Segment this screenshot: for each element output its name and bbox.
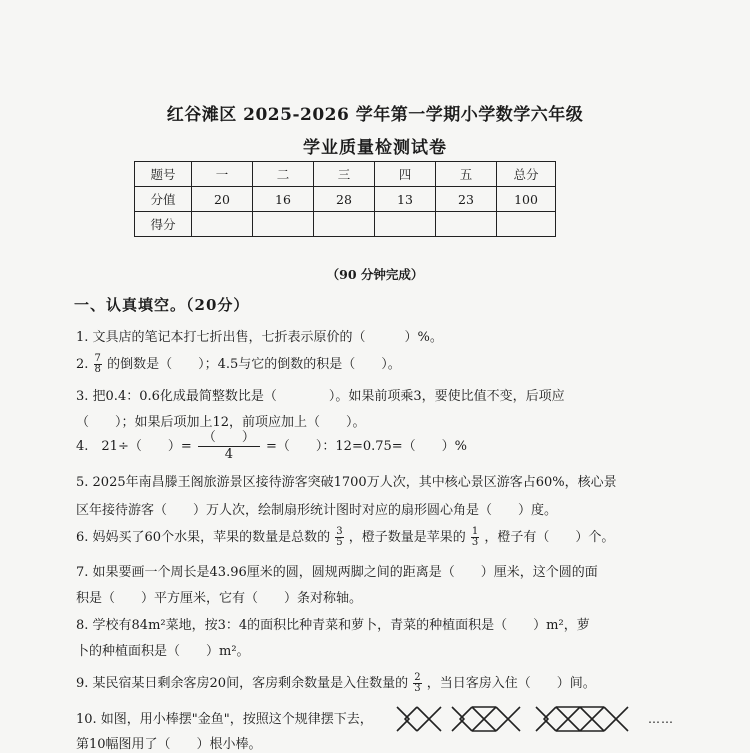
- question-1: 1. 文具店的笔记本打七折出售，七折表示原价的（ ）%。: [76, 330, 443, 345]
- q6-fraction-1: [335, 527, 343, 548]
- table-cell: 分值: [135, 187, 192, 212]
- exam-subtitle: 学业质量检测试卷: [303, 138, 447, 158]
- table-cell: 四: [375, 162, 436, 187]
- fraction-denominator: 4: [224, 447, 234, 462]
- fraction-denominator: 3: [471, 537, 479, 548]
- q6-part1: 6. 妈妈买了60个水果，苹果的数量是总数的: [76, 530, 331, 545]
- table-cell: 总分: [497, 162, 556, 187]
- q6-part2: ，橙子数量是苹果的: [348, 530, 466, 545]
- q4-part2: =（ ）：12=0.75=（ ）%: [266, 439, 468, 454]
- continuation-dots: ……: [648, 712, 674, 726]
- time-note: （90 分钟完成）: [326, 267, 424, 282]
- question-7-line-2: 积是（ ）平方厘米，它有（ ）条对称轴。: [76, 591, 363, 606]
- exam-title: 红谷滩区 2025-2026 学年第一学期小学数学六年级: [166, 105, 584, 125]
- goldfish-figure-1-icon: [395, 703, 443, 737]
- table-cell: 20: [192, 187, 253, 212]
- question-4: [76, 430, 467, 463]
- q9-part2: ，当日客房入住（ ）间。: [426, 676, 596, 691]
- question-5-line-2: 区年接待游客（ ）万人次，绘制扇形统计图时对应的扇形圆心角是（ ）度。: [76, 503, 558, 518]
- table-cell: 28: [314, 187, 375, 212]
- q2-text: 的倒数是（ ）；4.5与它的倒数的积是（ ）。: [107, 357, 401, 372]
- question-6: [76, 526, 614, 548]
- table-cell: 100: [497, 187, 556, 212]
- fraction-numerator: 1: [471, 526, 479, 537]
- q4-part1: 4. 21÷（ ）=: [76, 439, 192, 454]
- fraction-denominator: 5: [336, 537, 343, 548]
- score-input-cell[interactable]: [253, 212, 314, 237]
- score-input-cell[interactable]: [192, 212, 253, 237]
- score-table-score-row: [135, 212, 556, 237]
- question-5-line-1: 5. 2025年南昌滕王阁旅游景区接待游客突破1700万人次，其中核心景区游客占60%，核心景: [76, 475, 617, 490]
- question-8-line-1: 8. 学校有84m²菜地，按3：4的面积比种青菜和萝卜，青菜的种植面积是（ ）m²，萝: [76, 618, 590, 633]
- q4-fraction: [198, 430, 260, 463]
- question-8-line-2: 卜的种植面积是（ ）m²。: [76, 644, 250, 659]
- section-title: 一、认真填空。（20分）: [74, 296, 250, 314]
- question-3-line-2: （ ）；如果后项加上12，前项应加上（ ）。: [76, 415, 366, 430]
- fraction-numerator: 3: [336, 526, 343, 537]
- q2-prefix: 2.: [76, 357, 89, 372]
- question-9: [76, 672, 596, 694]
- question-7-line-1: 7. 如果要画一个周长是43.96厘米的圆，圆规两脚之间的距离是（ ）厘米，这个圆的面: [76, 565, 598, 580]
- q6-fraction-2: [471, 527, 479, 548]
- question-3-line-1: 3. 把0.4：0.6化成最简整数比是（ ）。如果前项乘3，要使比值不变，后项应: [76, 389, 565, 404]
- score-table-points-row: [135, 187, 556, 212]
- table-cell: 得分: [135, 212, 192, 237]
- table-cell: 二: [253, 162, 314, 187]
- fraction-numerator: （ ）: [198, 430, 260, 447]
- score-input-cell[interactable]: [375, 212, 436, 237]
- fraction-numerator: 7: [94, 353, 101, 364]
- q2-fraction: [94, 354, 102, 375]
- fraction-denominator: 3: [414, 683, 421, 694]
- table-cell: 16: [253, 187, 314, 212]
- question-2: [76, 353, 401, 375]
- q9-part1: 9. 某民宿某日剩余客房20间，客房剩余数量是入住数量的: [76, 676, 409, 691]
- score-table: [134, 161, 556, 237]
- score-table-header-row: [135, 162, 556, 187]
- goldfish-figure-3-icon: [534, 703, 630, 737]
- goldfish-figure-2-icon: [450, 703, 522, 737]
- q6-part3: ，橙子有（ ）个。: [484, 530, 615, 545]
- table-cell: 三: [314, 162, 375, 187]
- table-cell: 13: [375, 187, 436, 212]
- table-cell: 一: [192, 162, 253, 187]
- table-cell: 题号: [135, 162, 192, 187]
- score-input-cell[interactable]: [497, 212, 556, 237]
- q9-fraction: [413, 673, 421, 694]
- fraction-numerator: 2: [414, 672, 421, 683]
- score-input-cell[interactable]: [436, 212, 497, 237]
- fraction-denominator: 8: [94, 364, 101, 375]
- score-input-cell[interactable]: [314, 212, 375, 237]
- question-10-line-2: 第10幅图用了（ ）根小棒。: [76, 737, 262, 752]
- table-cell: 23: [436, 187, 497, 212]
- table-cell: 五: [436, 162, 497, 187]
- question-10-line-1: 10. 如图，用小棒摆"金鱼"，按照这个规律摆下去，: [76, 712, 373, 727]
